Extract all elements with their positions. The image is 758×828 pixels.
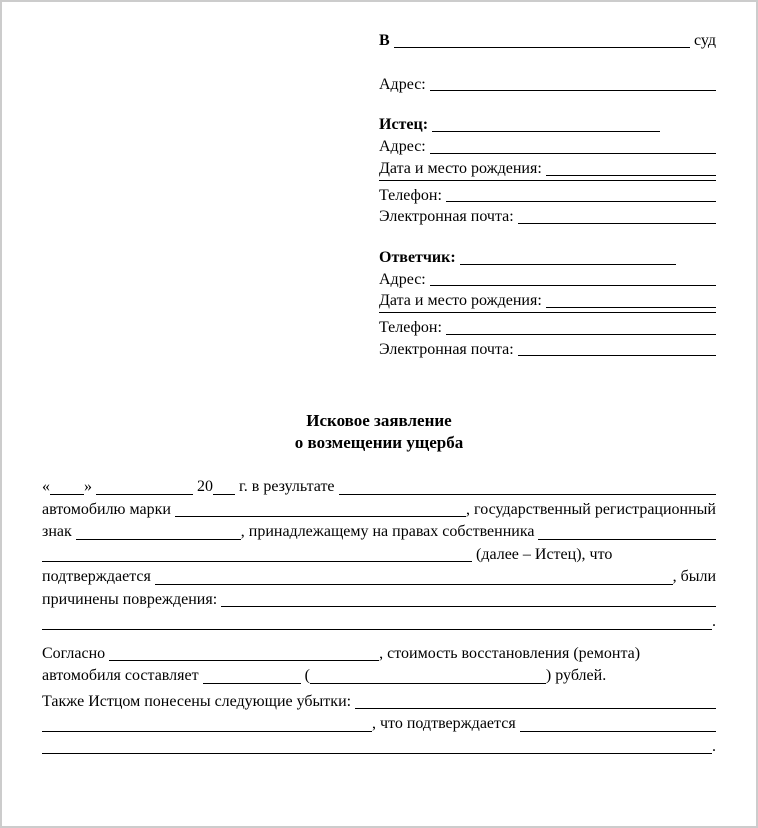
form-line [379, 339, 716, 361]
blank-field[interactable] [518, 223, 716, 224]
text-segment: автомобиля составляет [42, 667, 203, 685]
text-segment: , были [672, 568, 716, 586]
blank-field[interactable] [355, 708, 716, 709]
form-line [42, 499, 716, 522]
blank-field[interactable] [446, 201, 716, 202]
form-line [379, 247, 716, 269]
title-line-1: Исковое заявление [306, 411, 452, 431]
court-address-block [379, 74, 716, 96]
blank-field[interactable] [50, 494, 84, 495]
blank-field[interactable] [96, 494, 193, 495]
form-line [379, 185, 716, 207]
document-title [42, 410, 716, 454]
blank-field[interactable] [394, 47, 690, 48]
blank-field[interactable] [310, 683, 546, 684]
text-segment: Электронная почта: [379, 208, 518, 226]
blank-field[interactable] [546, 307, 716, 308]
text-segment: знак [42, 523, 76, 541]
blank-field[interactable] [460, 264, 676, 265]
blank-field[interactable] [42, 753, 712, 754]
text-segment: Электронная почта: [379, 340, 518, 358]
text-segment: » [84, 478, 96, 496]
text-segment: г. в результате [235, 478, 339, 496]
blank-field[interactable] [339, 494, 716, 495]
form-line [42, 521, 716, 544]
text-segment: причинены повреждения: [42, 590, 222, 608]
text-segment: суд [689, 32, 716, 49]
blank-field[interactable] [518, 355, 716, 356]
text-segment: (далее – Истец), что [472, 545, 613, 563]
text-segment: , государственный регистрационный [466, 500, 716, 518]
text-segment: Дата и место рождения: [379, 292, 546, 310]
paragraph-losses [42, 691, 716, 759]
text-segment: , принадлежащему на правах собственника [240, 523, 539, 541]
blank-field[interactable] [203, 683, 301, 684]
form-line [379, 269, 716, 291]
form-line [379, 74, 716, 96]
text-segment: , стоимость восстановления (ремонта) [379, 644, 641, 662]
form-line [42, 691, 716, 714]
title-line-2: о возмещении ущерба [294, 433, 464, 453]
blank-field[interactable] [430, 285, 716, 286]
text-segment: подтверждается [42, 568, 155, 586]
text-segment: ) рублей. [545, 667, 607, 685]
blank-field[interactable] [155, 584, 673, 585]
field-label: В [379, 32, 394, 49]
text-segment: Адрес: [379, 138, 430, 156]
form-line [42, 643, 716, 666]
form-line [42, 611, 716, 634]
blank-field[interactable] [446, 334, 716, 335]
form-line [379, 290, 716, 312]
text-segment: , что подтверждается [372, 715, 520, 733]
header-requisites [379, 30, 716, 360]
blank-field[interactable] [42, 731, 372, 732]
blank-field[interactable] [42, 629, 712, 630]
text-segment: Также Истцом понесены следующие убытки: [42, 692, 356, 710]
text-segment: . [712, 613, 716, 631]
field-label: Ответчик: [379, 248, 460, 266]
form-line [379, 136, 716, 158]
blank-field[interactable] [213, 494, 235, 495]
text-segment: автомобилю марки [42, 500, 175, 518]
field-label: Истец: [379, 116, 433, 134]
form-line [379, 30, 716, 52]
blank-field[interactable] [379, 312, 716, 313]
text-segment: 20 [193, 478, 213, 496]
blank-field[interactable] [42, 561, 472, 562]
form-line [42, 544, 716, 567]
blank-field[interactable] [379, 180, 716, 181]
paragraph-incident [42, 476, 716, 634]
form-line [379, 317, 716, 339]
paragraph-repair-cost [42, 643, 716, 688]
document-body [42, 476, 716, 758]
form-line [379, 206, 716, 228]
blank-field[interactable] [109, 660, 379, 661]
form-line [42, 736, 716, 759]
blank-field[interactable] [430, 90, 716, 91]
blank-field[interactable] [546, 175, 716, 176]
text-segment: . [712, 737, 716, 755]
court-block [379, 30, 716, 52]
form-line [42, 589, 716, 612]
blank-field[interactable] [520, 731, 716, 732]
form-line [379, 158, 716, 180]
form-line [42, 566, 716, 589]
defendant-block [379, 247, 716, 361]
form-line [42, 713, 716, 736]
blank-field[interactable] [76, 539, 241, 540]
blank-field[interactable] [221, 606, 716, 607]
text-segment: Адрес: [379, 75, 430, 93]
text-segment: Телефон: [379, 186, 446, 204]
text-segment: ( [300, 667, 310, 685]
plaintiff-block [379, 114, 716, 228]
blank-field[interactable] [432, 131, 660, 132]
form-line [379, 114, 716, 136]
form-line [42, 665, 716, 688]
form-line [42, 476, 716, 499]
blank-field[interactable] [538, 539, 716, 540]
text-segment: Согласно [42, 644, 110, 662]
text-segment: Адрес: [379, 270, 430, 288]
blank-field[interactable] [430, 153, 716, 154]
text-segment: Телефон: [379, 319, 446, 337]
text-segment: « [42, 478, 50, 496]
text-segment: Дата и место рождения: [379, 159, 546, 177]
blank-field[interactable] [175, 516, 466, 517]
